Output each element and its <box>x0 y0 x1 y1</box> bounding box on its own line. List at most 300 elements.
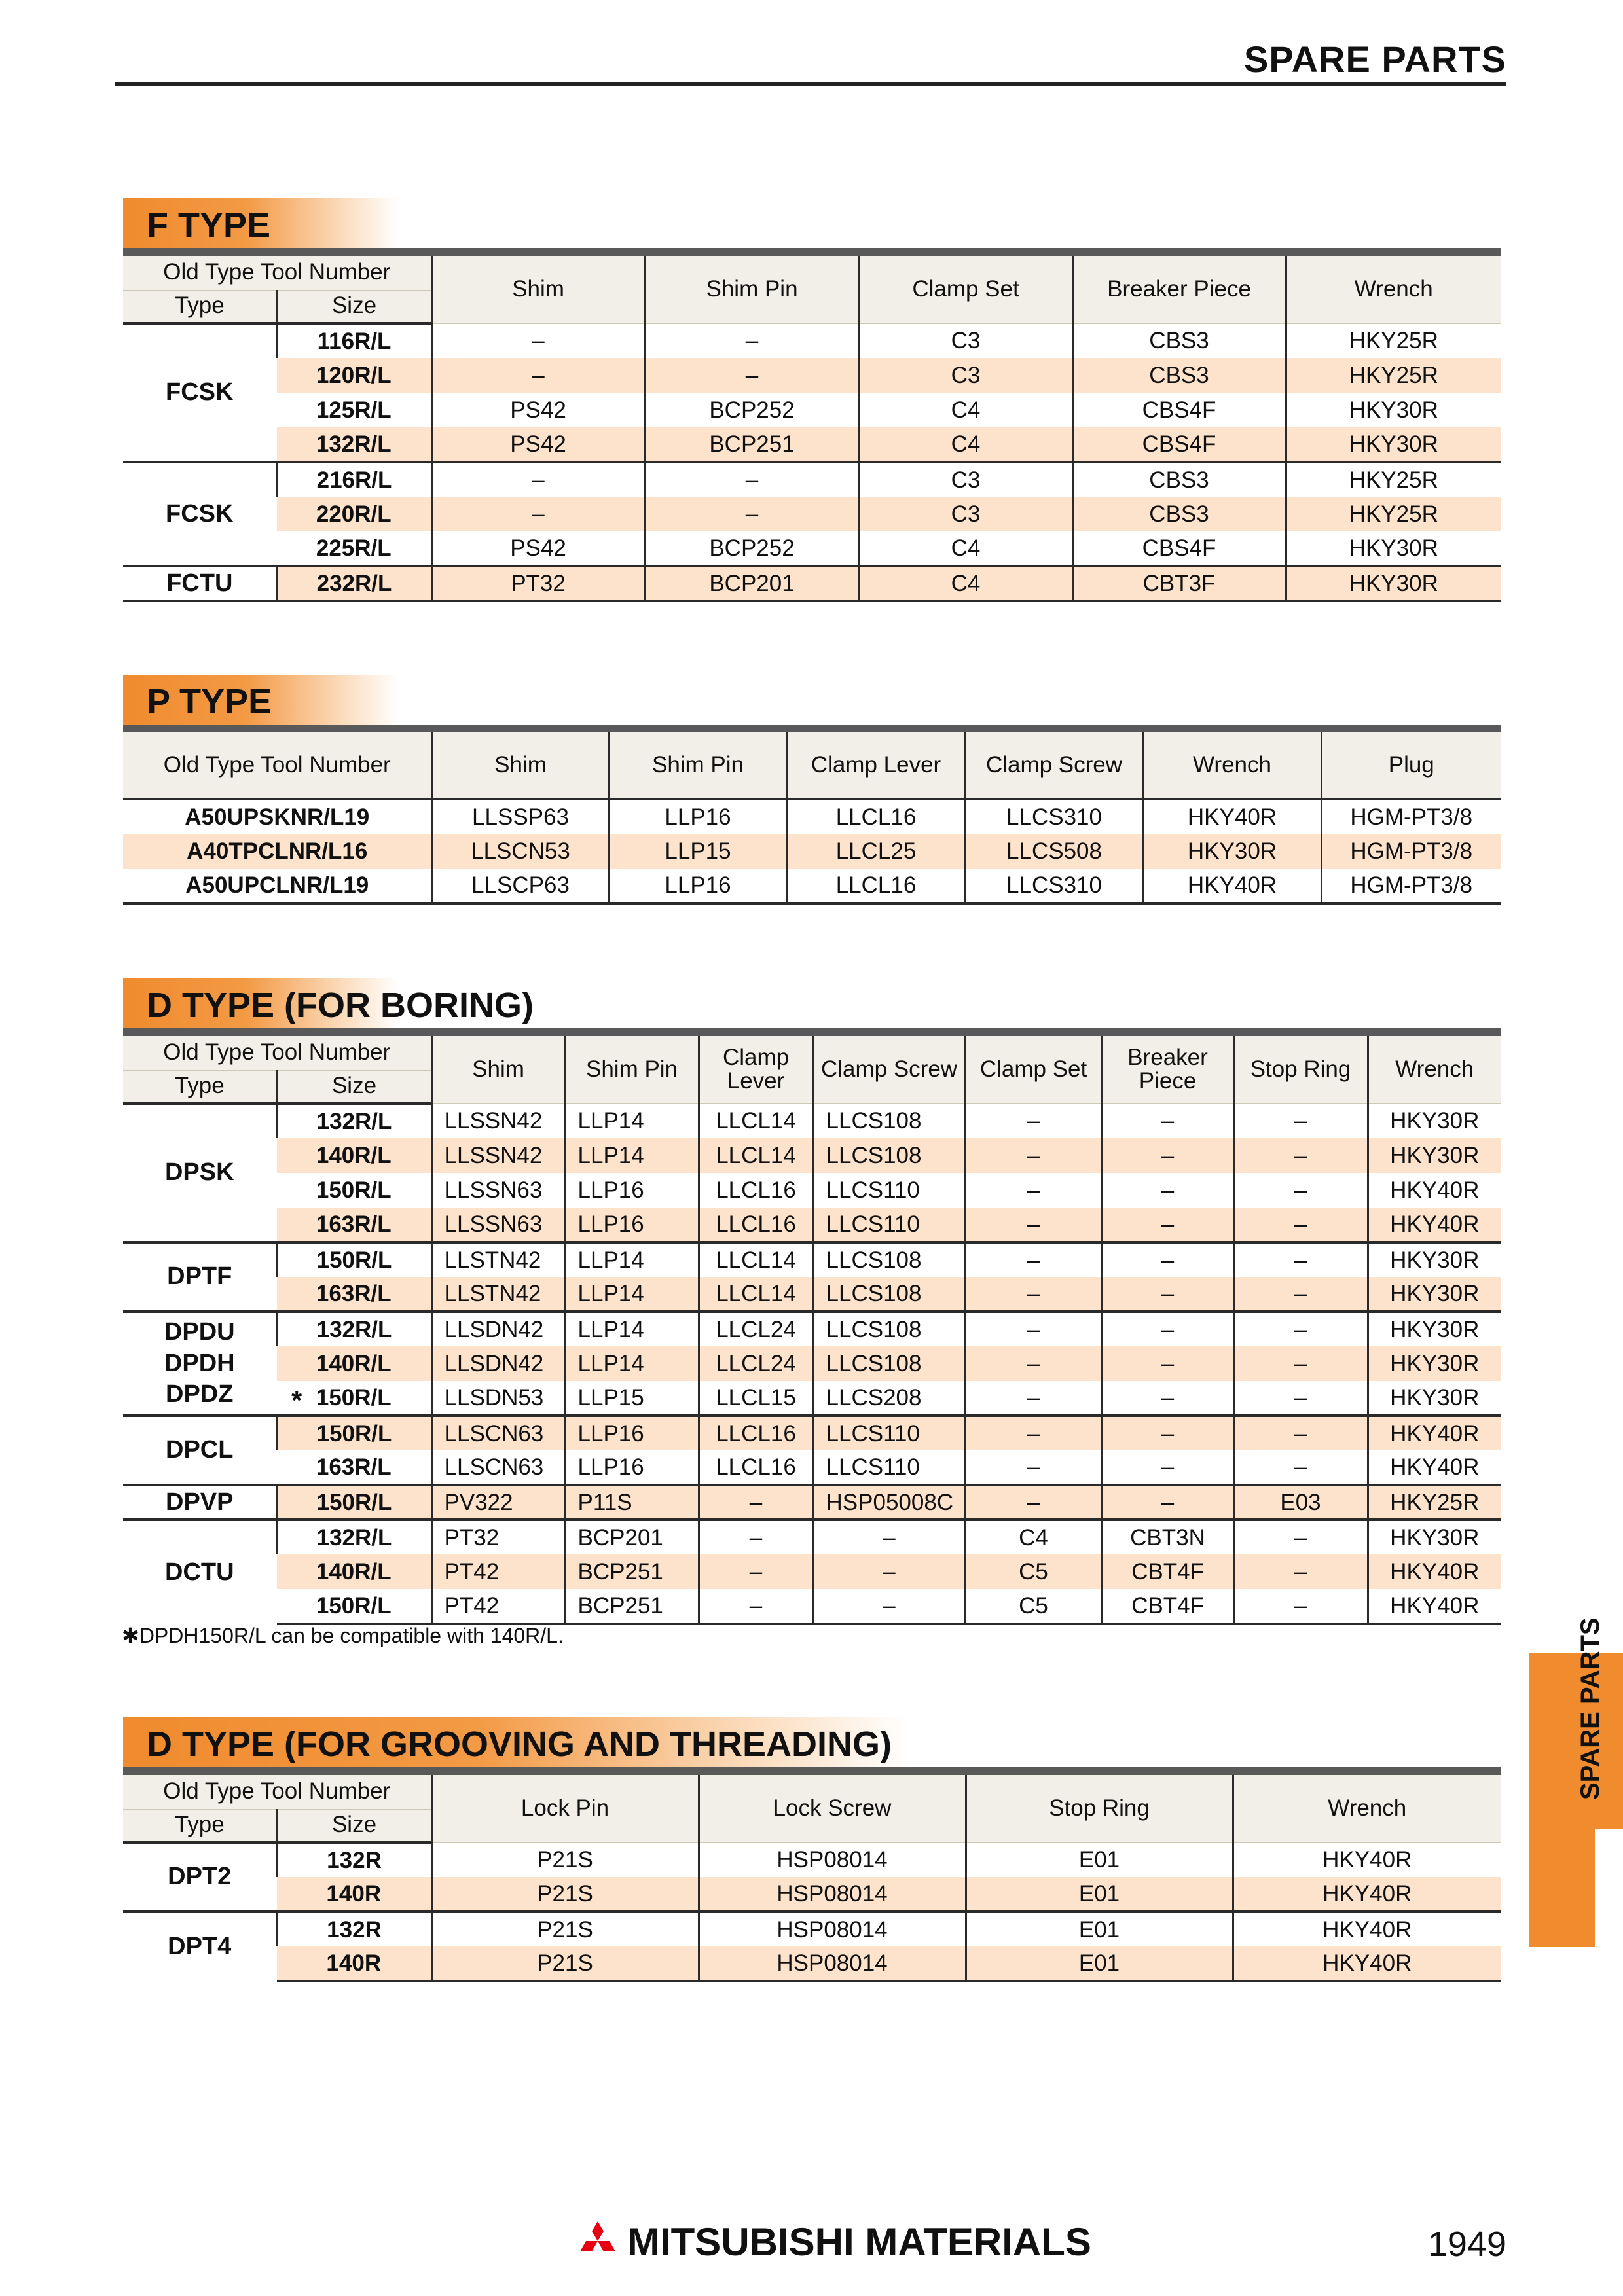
table-cell: LLCS110 <box>813 1450 965 1485</box>
table-cell: LLCS310 <box>965 799 1143 834</box>
table-cell: – <box>1233 1589 1368 1624</box>
size-cell <box>277 462 431 497</box>
table-cell: CBS4F <box>1072 531 1286 566</box>
table-cell: – <box>1233 1450 1368 1485</box>
table-cell: – <box>1102 1416 1233 1450</box>
size-cell <box>277 1589 431 1624</box>
table-cell: LLCL15 <box>699 1381 813 1416</box>
size-cell <box>277 1554 431 1589</box>
f-type-table <box>123 256 1501 602</box>
table-cell: C5 <box>965 1589 1102 1624</box>
size-cell <box>277 1312 431 1346</box>
table-cell: HKY25R <box>1286 497 1501 531</box>
table-cell: CBT4F <box>1102 1554 1233 1589</box>
table-cell: LLSCN53 <box>432 834 609 869</box>
table-cell: HKY25R <box>1286 323 1501 358</box>
table-cell: LLCS108 <box>813 1138 965 1173</box>
header-clamp-lever: Clamp Lever <box>787 732 965 799</box>
table-cell: HGM-PT3/8 <box>1321 799 1501 834</box>
header-clamp-set: Clamp Set <box>965 1036 1102 1103</box>
header-shim: Shim <box>431 1036 565 1103</box>
table-cell: LLCL24 <box>699 1346 813 1381</box>
size-cell <box>277 358 431 393</box>
header-lock-screw: Lock Screw <box>699 1775 966 1842</box>
table-cell: LLSCN63 <box>431 1416 565 1450</box>
table-cell: LLP14 <box>565 1312 699 1346</box>
size-cell <box>277 1912 431 1946</box>
size-text: 225R/L <box>316 535 392 561</box>
size-text: 150R/L <box>316 1489 392 1515</box>
size-cell <box>277 1381 431 1416</box>
tool-number-cell: A50UPCLNR/L19 <box>123 869 432 903</box>
table-cell: LLSSN42 <box>431 1103 565 1138</box>
size-text: 220R/L <box>316 501 392 527</box>
table-cell: C4 <box>859 393 1072 427</box>
table-cell: – <box>965 1485 1102 1520</box>
table-cell: HKY30R <box>1286 393 1501 427</box>
table-row <box>123 323 1501 358</box>
table-cell: PT42 <box>431 1554 565 1589</box>
table-cell: – <box>1233 1554 1368 1589</box>
size-text: 140R/L <box>316 1142 392 1168</box>
table-row <box>123 799 1501 834</box>
header-size: Size <box>277 1809 431 1842</box>
table-cell: HKY30R <box>1286 531 1501 566</box>
table-cell: CBT3N <box>1102 1520 1233 1554</box>
table-cell: – <box>1102 1103 1233 1138</box>
table-cell: LLCS110 <box>813 1416 965 1450</box>
table-row <box>123 869 1501 903</box>
size-text: 163R/L <box>316 1280 392 1306</box>
table-cell: LLSCP63 <box>432 869 609 903</box>
table-cell: – <box>1102 1450 1233 1485</box>
table-cell: PT42 <box>431 1589 565 1624</box>
header-clamp-set: Clamp Set <box>859 256 1072 323</box>
table-cell: – <box>965 1138 1102 1173</box>
size-cell <box>277 566 431 601</box>
size-cell <box>277 1138 431 1173</box>
table-cell: LLP16 <box>609 869 787 903</box>
table-cell: – <box>965 1450 1102 1485</box>
header-old-type-tool-number: Old Type Tool Number <box>123 1036 431 1070</box>
header-shim: Shim <box>432 732 609 799</box>
table-cell: LLCS208 <box>813 1381 965 1416</box>
table-cell: CBT3F <box>1072 566 1286 601</box>
table-cell: HKY30R <box>1368 1381 1501 1416</box>
size-text: 132R/L <box>316 1108 392 1134</box>
header-size: Size <box>277 290 431 323</box>
header-wrench: Wrench <box>1143 732 1321 799</box>
table-cell: LLCL16 <box>787 799 965 834</box>
table-cell: LLSSP63 <box>432 799 609 834</box>
table-cell: – <box>965 1312 1102 1346</box>
table-cell: LLCS310 <box>965 869 1143 903</box>
table-cell: E01 <box>966 1912 1233 1946</box>
table-cell: – <box>699 1554 813 1589</box>
table-cell: HKY40R <box>1233 1842 1501 1877</box>
table-cell: LLCS108 <box>813 1277 965 1312</box>
table-cell: – <box>1102 1277 1233 1312</box>
table-row <box>123 834 1501 869</box>
table-cell: CBS3 <box>1072 462 1286 497</box>
p-type-table <box>123 732 1501 905</box>
table-cell: LLSDN53 <box>431 1381 565 1416</box>
size-cell <box>277 1208 431 1242</box>
table-cell: LLCL16 <box>699 1208 813 1242</box>
table-row <box>123 1589 1501 1624</box>
type-cell: FCSK <box>123 323 277 462</box>
table-row <box>123 1416 1501 1450</box>
table-cell: C3 <box>859 462 1072 497</box>
table-cell: HKY40R <box>1368 1554 1501 1589</box>
header-lock-pin: Lock Pin <box>431 1775 699 1842</box>
table-cell: P21S <box>431 1912 699 1946</box>
table-cell: – <box>1233 1103 1368 1138</box>
table-cell: HKY30R <box>1368 1312 1501 1346</box>
table-cell: LLP14 <box>565 1242 699 1277</box>
table-row <box>123 462 1501 497</box>
table-cell: HKY40R <box>1368 1450 1501 1485</box>
table-cell: – <box>645 323 859 358</box>
size-cell <box>277 1946 431 1981</box>
table-cell: – <box>1102 1346 1233 1381</box>
table-cell: HSP08014 <box>699 1877 966 1912</box>
page-number: 1949 <box>1427 2225 1506 2264</box>
table-cell: PV322 <box>431 1485 565 1520</box>
section-bar <box>123 1028 1501 1036</box>
header-shim-pin: Shim Pin <box>609 732 787 799</box>
table-cell: LLP14 <box>565 1346 699 1381</box>
size-cell <box>277 1346 431 1381</box>
table-row <box>123 566 1501 601</box>
table-row <box>123 1103 1501 1138</box>
size-text: 140R/L <box>316 1558 392 1585</box>
table-cell: BCP251 <box>565 1554 699 1589</box>
size-text: 132R/L <box>316 1316 392 1342</box>
table-cell: LLP16 <box>565 1208 699 1242</box>
size-text: 132R/L <box>316 431 392 457</box>
section-bar <box>123 248 1501 256</box>
table-row <box>123 1208 1501 1242</box>
table-cell: HKY30R <box>1368 1277 1501 1312</box>
table-cell: HKY40R <box>1368 1416 1501 1450</box>
table-cell: – <box>699 1485 813 1520</box>
table-cell: PS42 <box>431 531 645 566</box>
header-type: Type <box>123 290 277 323</box>
table-cell: LLCS108 <box>813 1242 965 1277</box>
type-cell: DPSK <box>123 1103 277 1242</box>
table-cell: LLP16 <box>609 799 787 834</box>
three-diamonds-icon <box>576 2221 619 2262</box>
table-cell: CBS4F <box>1072 393 1286 427</box>
table-cell: – <box>431 462 645 497</box>
size-cell <box>277 393 431 427</box>
header-old-type-tool-number: Old Type Tool Number <box>123 732 432 799</box>
brand-name: MITSUBISHI MATERIALS <box>627 2219 1091 2264</box>
table-cell: C3 <box>859 323 1072 358</box>
size-text: 140R/L <box>316 1350 392 1376</box>
table-cell: BCP201 <box>645 566 859 601</box>
table-cell: HKY25R <box>1286 462 1501 497</box>
size-cell <box>277 1173 431 1208</box>
header-rule <box>115 82 1506 86</box>
footnote: ✱DPDH150R/L can be compatible with 140R/L. <box>122 1624 564 1647</box>
table-cell: LLCS108 <box>813 1103 965 1138</box>
header-shim: Shim <box>431 256 645 323</box>
table-cell: LLCS110 <box>813 1208 965 1242</box>
table-cell: LLSDN42 <box>431 1312 565 1346</box>
table-row <box>123 1346 1501 1381</box>
table-cell: LLSSN63 <box>431 1208 565 1242</box>
size-text: 150R/L <box>316 1420 392 1446</box>
table-cell: – <box>431 497 645 531</box>
table-cell: – <box>965 1103 1102 1138</box>
table-cell: – <box>813 1589 965 1624</box>
table-cell: HKY30R <box>1143 834 1321 869</box>
table-cell: – <box>1102 1138 1233 1173</box>
type-cell: DPVP <box>123 1485 277 1520</box>
table-row <box>123 1138 1501 1173</box>
table-cell: PS42 <box>431 427 645 462</box>
size-text: 132R <box>327 1847 382 1873</box>
table-cell: C3 <box>859 497 1072 531</box>
table-cell: – <box>1233 1346 1368 1381</box>
header-clamp-screw: Clamp Screw <box>813 1036 965 1103</box>
table-cell: LLCL16 <box>787 869 965 903</box>
type-cell: DPT4 <box>123 1912 277 1981</box>
table-cell: BCP251 <box>645 427 859 462</box>
table-cell: – <box>965 1277 1102 1312</box>
table-cell: HKY40R <box>1233 1946 1501 1981</box>
table-cell: LLCL14 <box>699 1103 813 1138</box>
table-row <box>123 1242 1501 1277</box>
header-breaker-piece: Breaker Piece <box>1072 256 1286 323</box>
table-cell: – <box>813 1520 965 1554</box>
table-cell: HKY40R <box>1233 1912 1501 1946</box>
table-row <box>123 1450 1501 1485</box>
size-cell <box>277 427 431 462</box>
table-cell: LLP15 <box>565 1381 699 1416</box>
table-cell: LLSDN42 <box>431 1346 565 1381</box>
section-bar <box>123 1767 1501 1775</box>
table-cell: – <box>1233 1312 1368 1346</box>
table-cell: – <box>965 1381 1102 1416</box>
table-cell: LLP16 <box>565 1416 699 1450</box>
table-cell: LLCL16 <box>699 1450 813 1485</box>
table-cell: C3 <box>859 358 1072 393</box>
table-cell: – <box>699 1520 813 1554</box>
brand-logo <box>576 2219 1091 2265</box>
table-row <box>123 427 1501 462</box>
table-cell: P21S <box>431 1877 699 1912</box>
table-cell: LLCS108 <box>813 1312 965 1346</box>
tool-number-cell: A40TPCLNR/L16 <box>123 834 432 869</box>
header-breaker-piece-text: Breaker Piece <box>1127 1044 1208 1094</box>
type-cell: DPDU DPDH DPDZ <box>123 1312 277 1416</box>
d-type-grooving-table <box>123 1775 1501 1982</box>
size-cell <box>277 1277 431 1312</box>
table-cell: HKY40R <box>1368 1208 1501 1242</box>
table-cell: – <box>965 1173 1102 1208</box>
table-cell: BCP252 <box>645 531 859 566</box>
table-cell: HKY30R <box>1368 1520 1501 1554</box>
table-cell: HKY30R <box>1368 1346 1501 1381</box>
size-text: 116R/L <box>317 328 392 354</box>
type-cell: FCTU <box>123 566 277 601</box>
table-cell: – <box>965 1416 1102 1450</box>
tool-number-cell: A50UPSKNR/L19 <box>185 804 370 830</box>
header-shim-pin: Shim Pin <box>565 1036 699 1103</box>
table-cell: LLCL25 <box>787 834 965 869</box>
table-cell: CBS3 <box>1072 497 1286 531</box>
size-cell <box>277 497 431 531</box>
table-row <box>123 1520 1501 1554</box>
page-header-title: SPARE PARTS <box>1244 39 1506 80</box>
table-cell: C4 <box>965 1520 1102 1554</box>
table-cell: LLCL24 <box>699 1312 813 1346</box>
table-cell: – <box>431 358 645 393</box>
table-cell: LLSTN42 <box>431 1242 565 1277</box>
header-type: Type <box>123 1070 277 1103</box>
table-cell: – <box>1233 1138 1368 1173</box>
table-cell: – <box>1102 1485 1233 1520</box>
table-cell: HKY30R <box>1368 1242 1501 1277</box>
table-cell: – <box>645 462 859 497</box>
table-row <box>123 1277 1501 1312</box>
table-cell: HKY25R <box>1368 1485 1501 1520</box>
size-text: 216R/L <box>316 467 392 493</box>
table-cell: – <box>645 358 859 393</box>
table-cell: LLP14 <box>565 1103 699 1138</box>
table-cell: PT32 <box>431 566 645 601</box>
table-cell: BCP201 <box>565 1520 699 1554</box>
section-title-f-type: F TYPE <box>123 198 398 248</box>
table-cell: HKY25R <box>1286 358 1501 393</box>
table-cell: – <box>1102 1312 1233 1346</box>
section-bar <box>123 725 1501 732</box>
table-cell: LLP14 <box>565 1138 699 1173</box>
table-row <box>123 358 1501 393</box>
table-cell: – <box>813 1554 965 1589</box>
header-wrench: Wrench <box>1368 1036 1501 1103</box>
type-cell: FCSK <box>123 462 277 566</box>
table-cell: LLSCN63 <box>431 1450 565 1485</box>
table-row <box>123 1173 1501 1208</box>
d-type-boring-table <box>123 1036 1501 1625</box>
table-cell: LLSTN42 <box>431 1277 565 1312</box>
table-cell: HSP08014 <box>699 1912 966 1946</box>
table-cell: LLP16 <box>565 1450 699 1485</box>
table-cell: – <box>1102 1173 1233 1208</box>
table-row <box>123 1312 1501 1346</box>
table-cell: – <box>965 1208 1102 1242</box>
table-row <box>123 393 1501 427</box>
table-cell: E03 <box>1233 1485 1368 1520</box>
table-cell: LLP14 <box>565 1277 699 1312</box>
type-cell: DCTU <box>123 1520 277 1624</box>
size-cell <box>277 1520 431 1554</box>
size-text: 163R/L <box>316 1211 392 1237</box>
table-cell: – <box>1233 1520 1368 1554</box>
table-cell: HKY30R <box>1286 427 1501 462</box>
table-cell: LLP16 <box>565 1173 699 1208</box>
table-cell: HKY30R <box>1368 1138 1501 1173</box>
header-type: Type <box>123 1809 277 1842</box>
table-cell: LLCL16 <box>699 1416 813 1450</box>
size-text: 132R/L <box>316 1524 392 1551</box>
table-row <box>123 1485 1501 1520</box>
size-cell <box>277 1242 431 1277</box>
type-cell: DPCL <box>123 1416 277 1485</box>
table-cell: HGM-PT3/8 <box>1321 869 1501 903</box>
type-cell: DPT2 <box>123 1842 277 1912</box>
header-clamp-screw: Clamp Screw <box>965 732 1143 799</box>
table-row <box>123 497 1501 531</box>
table-cell: – <box>699 1589 813 1624</box>
table-cell: E01 <box>966 1877 1233 1912</box>
table-cell: P11S <box>565 1485 699 1520</box>
table-cell: LLCL14 <box>699 1138 813 1173</box>
table-cell: HKY40R <box>1143 799 1321 834</box>
size-cell <box>277 1842 431 1877</box>
table-cell: – <box>1102 1242 1233 1277</box>
header-breaker-piece <box>1102 1036 1233 1103</box>
table-cell: P21S <box>431 1946 699 1981</box>
size-text: 140R <box>326 1950 382 1976</box>
table-cell: CBS3 <box>1072 358 1286 393</box>
table-cell: C4 <box>859 531 1072 566</box>
size-cell <box>277 1103 431 1138</box>
header-clamp-lever-text: Clamp Lever <box>722 1044 790 1094</box>
table-row <box>123 1554 1501 1589</box>
header-shim-pin: Shim Pin <box>645 256 859 323</box>
table-cell: HKY40R <box>1143 869 1321 903</box>
table-cell: – <box>1233 1416 1368 1450</box>
table-cell: – <box>965 1346 1102 1381</box>
table-cell: CBS4F <box>1072 427 1286 462</box>
table-cell: HKY40R <box>1368 1173 1501 1208</box>
type-cell: DPTF <box>123 1242 277 1312</box>
table-cell: LLCS508 <box>965 834 1143 869</box>
header-wrench: Wrench <box>1286 256 1501 323</box>
table-cell: LLCS110 <box>813 1173 965 1208</box>
table-cell: HKY30R <box>1368 1103 1501 1138</box>
table-row <box>123 1946 1501 1981</box>
size-text: 232R/L <box>316 570 392 596</box>
table-cell: – <box>1102 1208 1233 1242</box>
size-text: 125R/L <box>316 397 392 423</box>
table-cell: PS42 <box>431 393 645 427</box>
size-cell <box>277 1450 431 1485</box>
table-cell: C5 <box>965 1554 1102 1589</box>
header-old-type-tool-number: Old Type Tool Number <box>123 256 431 290</box>
side-tab-notch <box>1595 1829 1623 1947</box>
side-tab-label: SPARE PARTS <box>1576 1617 1605 1800</box>
size-text: 132R <box>327 1916 382 1943</box>
size-cell <box>277 1485 431 1520</box>
header-old-type-tool-number: Old Type Tool Number <box>123 1775 431 1809</box>
size-text: 150R/L <box>316 1384 392 1410</box>
table-cell: LLSSN42 <box>431 1138 565 1173</box>
table-cell: – <box>1102 1381 1233 1416</box>
table-cell: HGM-PT3/8 <box>1321 834 1501 869</box>
table-cell: HSP08014 <box>699 1842 966 1877</box>
size-text: 140R <box>326 1880 382 1907</box>
table-cell: LLP15 <box>609 834 787 869</box>
size-text: 150R/L <box>316 1177 392 1203</box>
size-text: 150R/L <box>316 1247 392 1273</box>
header-size: Size <box>277 1070 431 1103</box>
